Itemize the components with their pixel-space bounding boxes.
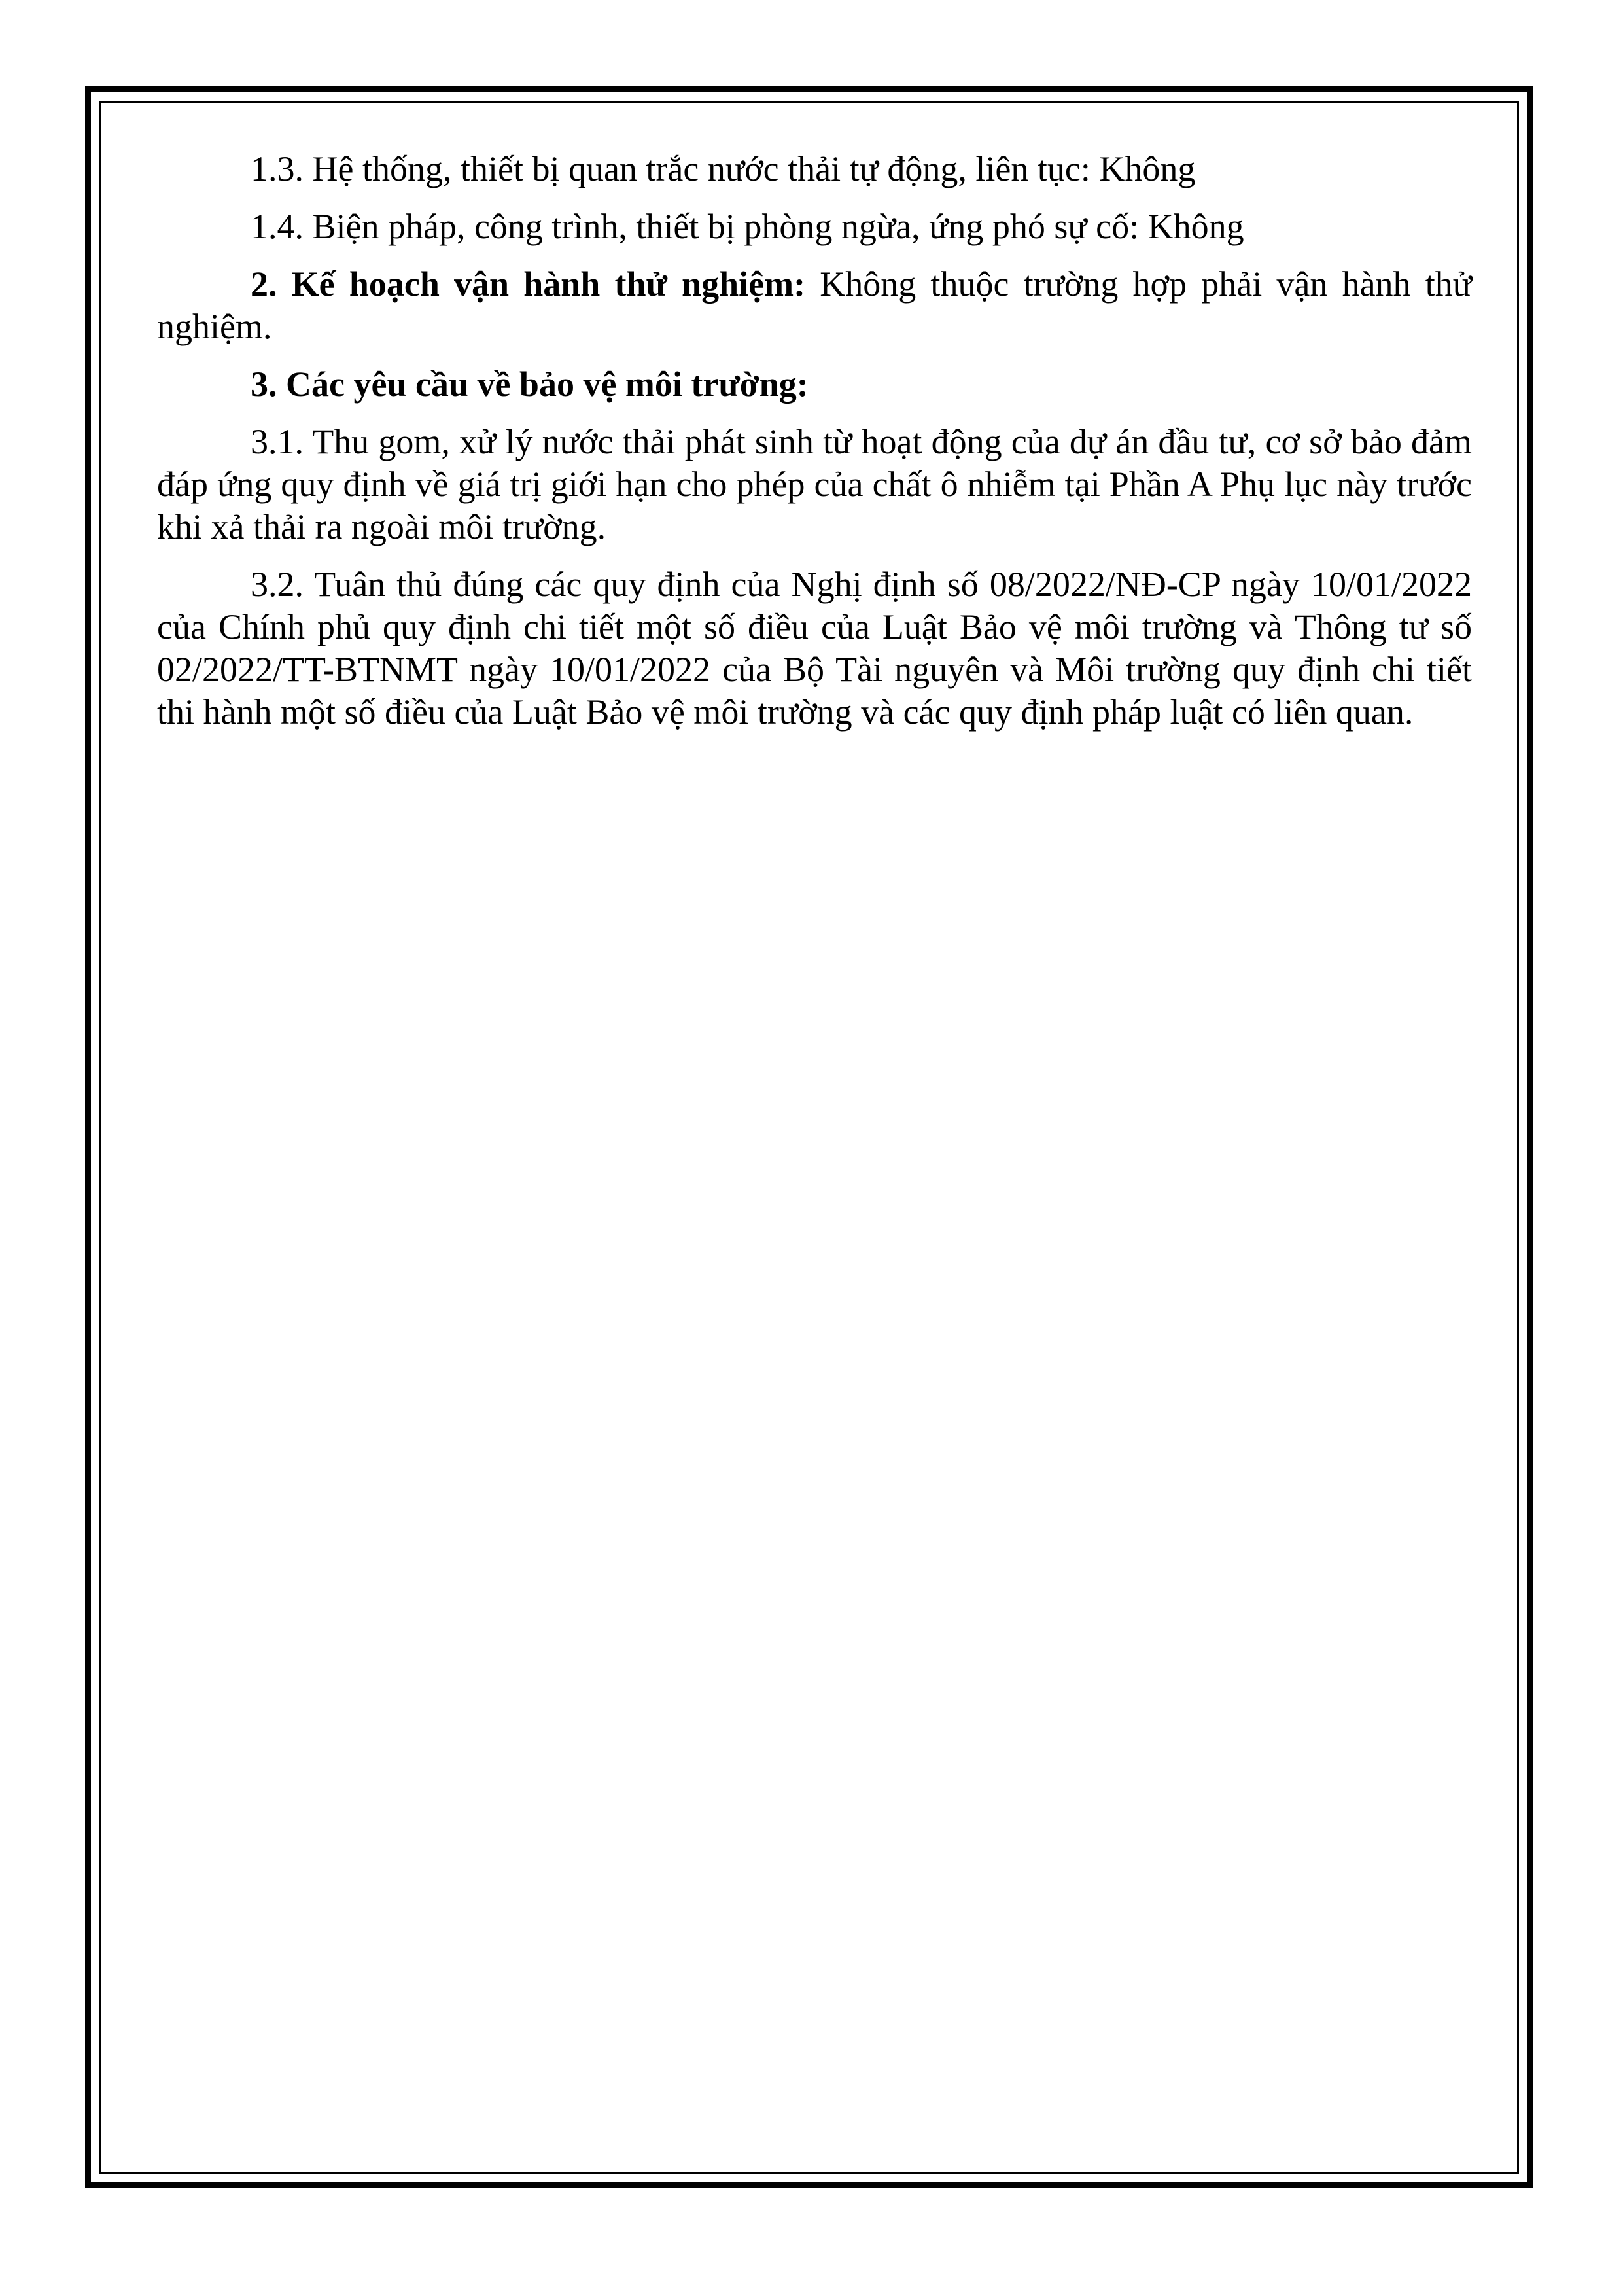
section-heading: 3. Các yêu cầu về bảo vệ môi trường: (251, 364, 809, 404)
paragraph-text: 1.3. Hệ thống, thiết bị quan trắc nước thải tự động, liên tục: Không (251, 149, 1196, 188)
paragraph-lead: 2. Kế hoạch vận hành thử nghiệm: (251, 264, 806, 304)
paragraph-text: Không thuộc trường hợp phải vận hành thử nghiệm. (157, 264, 1472, 346)
paragraph-text: 1.4. Biện pháp, công trình, thiết bị phòng ngừa, ứng phó sự cố: Không (251, 207, 1244, 246)
paragraph-3-1 (157, 421, 1472, 548)
paragraph-1-3 (157, 148, 1472, 190)
document-body (157, 148, 1472, 749)
paragraph-3-heading (157, 363, 1472, 406)
paragraph-text: 3.1. Thu gom, xử lý nước thải phát sinh từ hoạt động của dự án đầu tư, cơ sở bảo đảm đáp ứng quy định về giá trị giới hạn cho phép của chất ô nhiễm tại Phần A Phụ lục này trước khi xả thải ra ngoài môi trường. (157, 422, 1472, 546)
paragraph-1-4 (157, 205, 1472, 248)
paragraph-3-2 (157, 563, 1472, 733)
paragraph-2-test-operation-plan (157, 263, 1472, 348)
paragraph-text: 3.2. Tuân thủ đúng các quy định của Nghị định số 08/2022/NĐ-CP ngày 10/01/2022 của Chính phủ quy định chi tiết một số điều của Luật Bảo vệ môi trường và Thông tư số 02/2022/TT-BTNMT ngày 10/01/2022 của Bộ Tài nguyên và Môi trường quy định chi tiết thi hành một số điều của Luật Bảo vệ môi trường và các quy định pháp luật có liên quan. (157, 565, 1472, 732)
